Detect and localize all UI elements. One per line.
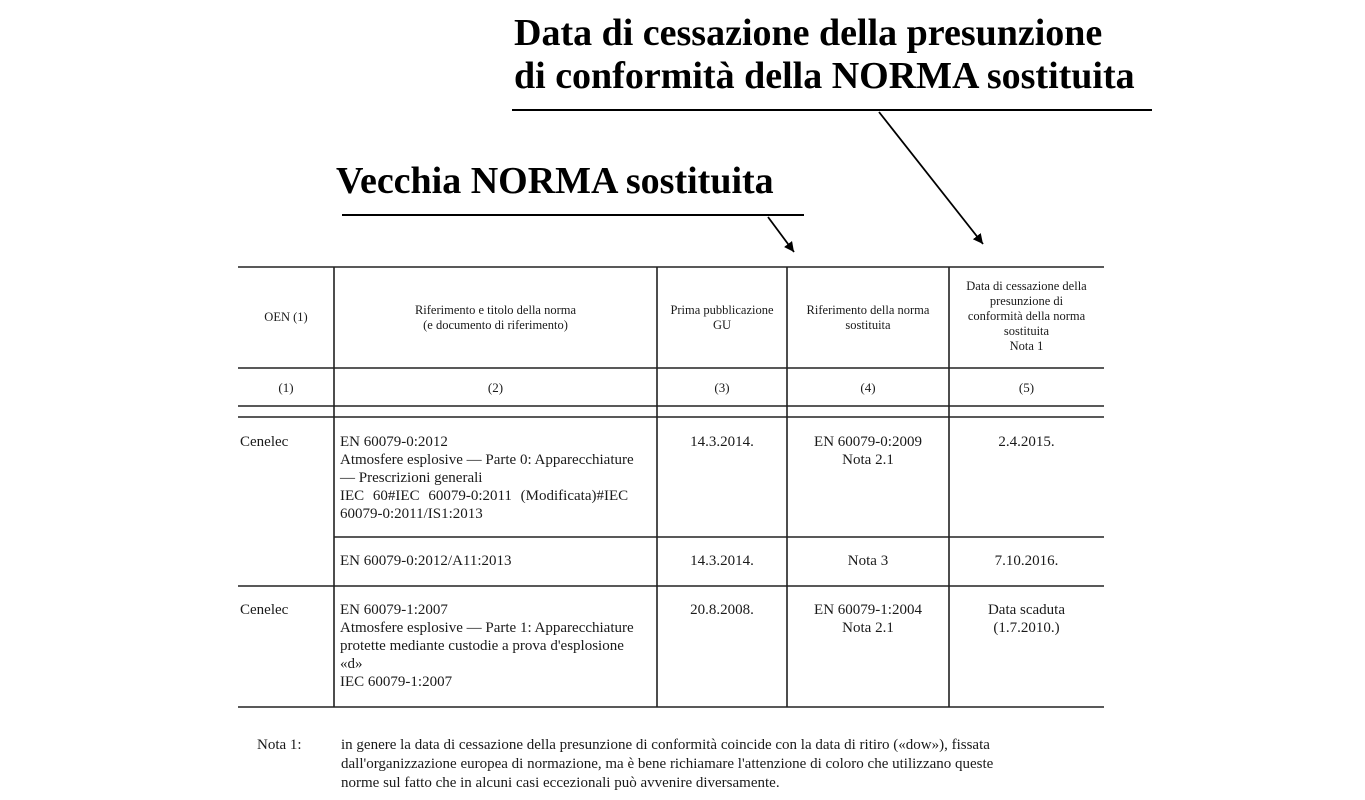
row2-replaced-norm: Nota 3: [847, 553, 889, 569]
row2-ref-line1: EN 60079-0:2012/A11:2013: [340, 553, 512, 569]
row1-reference: [340, 433, 652, 523]
column-number-5: (5): [1018, 380, 1035, 395]
row3-ref-line5: IEC 60079-1:2007: [340, 674, 453, 690]
header-cessation-date: [949, 279, 1104, 354]
header-col2-line1: Riferimento e titolo della norma: [414, 303, 577, 317]
header-col5-line3: conformità della norma: [967, 309, 1086, 323]
row3-ref-line3: protette mediante custodie a prova d'esplosione: [340, 638, 624, 654]
row2-cessation-date: 7.10.2016.: [994, 553, 1059, 569]
row1-replaced-line2: Nota 2.1: [842, 452, 894, 468]
annotation-cessation-date: [514, 12, 1135, 98]
header-oen-label: OEN (1): [264, 310, 308, 324]
header-col4-line2: sostituita: [845, 318, 891, 332]
row2-reference: [340, 552, 652, 570]
row1-ref-line3: — Prescrizioni generali: [340, 470, 483, 486]
note-label: Nota 1:: [257, 737, 302, 753]
row3-first-publication: 20.8.2008.: [690, 602, 754, 618]
arrow-to-col4: [768, 217, 794, 252]
header-col5-line5: Nota 1: [1009, 339, 1044, 353]
header-col5-line2: presunzione di: [989, 294, 1064, 308]
row1-replaced-norm: [787, 433, 949, 469]
row1-ref-line4: IEC 60#IEC 60079-0:2011 (Modificata)#IEC: [340, 488, 629, 504]
row1-ref-line1: EN 60079-0:2012: [340, 434, 448, 450]
column-number-2: (2): [487, 380, 504, 395]
row3-ref-line4: «d»: [340, 656, 363, 672]
header-col4-line1: Riferimento della norma: [806, 303, 930, 317]
row1-ref-line5: 60079-0:2011/IS1:2013: [340, 506, 483, 522]
row3-reference: [340, 601, 652, 691]
header-col5-line1: Data di cessazione della: [966, 279, 1087, 293]
row3-cessation-date: [949, 601, 1104, 637]
row3-ref-line2: Atmosfere esplosive — Parte 1: Apparecchiature: [340, 620, 634, 636]
row3-replaced-norm: [787, 601, 949, 637]
header-replaced-norm: [787, 303, 949, 333]
column-number-1: (1): [278, 380, 294, 395]
header-col5-line4: sostituita: [1003, 324, 1050, 338]
column-number-3: (3): [714, 380, 730, 395]
note-line2: dall'organizzazione europea di normazione, ma è bene richiamare l'attenzione di coloro che utilizzano queste: [341, 756, 994, 772]
row2-first-publication: 14.3.2014.: [690, 553, 754, 569]
annotation-cessation-line1: Data di cessazione della presunzione: [514, 12, 1103, 54]
note-text: [341, 736, 1093, 793]
row1-ref-line2: Atmosfere esplosive — Parte 0: Apparecchiature: [340, 452, 634, 468]
row1-replaced-line1: EN 60079-0:2009: [814, 434, 922, 450]
header-first-publication: [657, 303, 787, 333]
header-col2-line2: (e documento di riferimento): [423, 318, 568, 332]
note-line1: in genere la data di cessazione della presunzione di conformità coincide con la data di ritiro («dow»), fissata: [341, 737, 990, 753]
row1-oen: Cenelec: [240, 434, 289, 450]
header-col3-line1: Prima pubblicazione: [670, 303, 774, 317]
arrow-to-col5: [879, 112, 983, 244]
header-oen: [238, 310, 334, 325]
row3-cessation-line1: Data scaduta: [987, 602, 1066, 618]
header-col3-line2: GU: [712, 318, 732, 332]
annotation-cessation-line2: di conformità della NORMA sostituita: [514, 54, 1135, 97]
row3-replaced-line2: Nota 2.1: [842, 620, 894, 636]
note-line3: norme sul fatto che in alcuni casi eccezionali può avvenire diversamente.: [341, 775, 780, 791]
header-reference-title: [334, 303, 657, 333]
annotation-old-norm: Vecchia NORMA sostituita: [336, 160, 774, 202]
column-number-4: (4): [860, 380, 876, 395]
row1-first-publication: 14.3.2014.: [690, 434, 754, 450]
row3-ref-line1: EN 60079-1:2007: [340, 602, 448, 618]
row1-cessation-date: 2.4.2015.: [998, 434, 1055, 450]
row3-oen: Cenelec: [240, 602, 289, 618]
row3-cessation-line2: (1.7.2010.): [993, 620, 1060, 636]
row3-replaced-line1: EN 60079-1:2004: [814, 602, 922, 618]
